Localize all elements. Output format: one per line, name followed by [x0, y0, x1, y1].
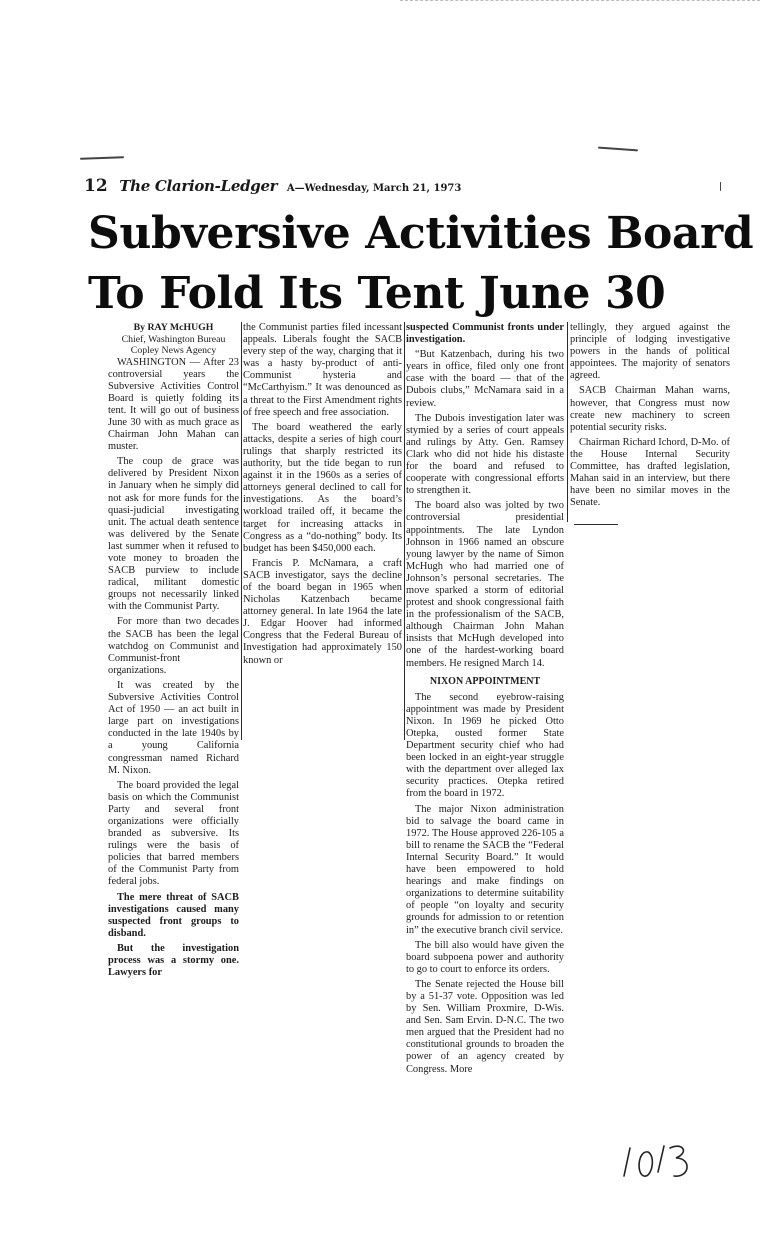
- paper-name: The Clarion-Ledger: [119, 177, 278, 195]
- scan-mark-right: [598, 147, 638, 152]
- paragraph: WASHINGTON — After 23 controversial years the Subversive Activities Control Board is quietly folding its tent. It will go out of business June 30 with as much grace as Chairman John Mahan can muster.: [108, 356, 239, 453]
- paragraph: The board also was jolted by two controversial presidential appointments. The late Lyndon Johnson in 1966 named an obscure young lawyer by the name of Simon McHugh who had married one of Johnson’s personal secretaries. The move sparked a storm of editorial protest and shook congressional faith in the professionalism of the SACB, although Chairman John Mahan insists that McHugh developed into one of the hardest-working board members. He resigned March 14.: [406, 500, 564, 669]
- paragraph: The mere threat of SACB investigations caused many suspected front groups to disband.: [108, 891, 239, 939]
- byline-name: By RAY McHUGH: [133, 322, 214, 333]
- column-rule: [567, 322, 568, 522]
- paragraph: But the investigation process was a stormy one. Lawyers for: [108, 942, 239, 979]
- paragraph: Francis P. McNamara, a craft SACB investigator, says the decline of the board began in 1965 when Nicholas Katzenbach became attorney general. In late 1964 the late J. Edgar Hoover had informed Congress that the Federal Bureau of Investigation had approximately 150 known or: [243, 557, 402, 666]
- byline-agency: Copley News Agency: [130, 345, 217, 356]
- paragraph: The bill also would have given the board subpoena power and authority to go to court to enforce its orders.: [406, 939, 564, 975]
- paragraph: The Dubois investigation later was stymied by a series of court appeals and rulings by Atty. Gen. Ramsey Clark who did not hide his distaste for the board and refused to cooperate with congressional efforts to strengthen it.: [406, 412, 564, 497]
- column-rule: [404, 322, 405, 740]
- paragraph: SACB Chairman Mahan warns, however, that Congress must now create new machinery to screen potential security risks.: [570, 385, 730, 433]
- subhead: NIXON APPOINTMENT: [429, 675, 541, 687]
- paragraph: Chairman Richard Ichord, D-Mo. of the House Internal Security Committee, has drafted legislation, Mahan said in an interview, but there have been no similar moves in the Senate.: [570, 436, 730, 509]
- paragraph: The coup de grace was delivered by President Nixon in January when he simply did not ask for more funds for the quasi-judicial investigating unit. The actual death sentence was delivered by the Senate last summer when it refused to vote money to broaden the SACB purview to include radical, militant domestic groups not necessarily linked with the Communist Party.: [108, 456, 239, 613]
- paragraph: The board weathered the early attacks, despite a series of high court rulings that sharply restricted its authority, but the tide began to run against it in the 1960s as a series of attorneys general declined to call for investigations. As the board’s workload trailed off, it became the target for increasing attacks in Congress as a “do-nothing” body. Its budget has been $450,000 each.: [243, 421, 402, 554]
- paragraph: “But Katzenbach, during his two years in office, filed only one front case with the board — that of the Dubois clubs,” McNamara said in a review.: [406, 349, 564, 409]
- article-column-1: [108, 322, 239, 979]
- end-rule: [574, 524, 618, 525]
- paragraph: For more than two decades the SACB has been the legal watchdog on Communist and Communist-front organizations.: [108, 616, 239, 676]
- paragraph: The second eyebrow-raising appointment was made by President Nixon. In 1969 he picked Otto Otepka, ousted former State Department security chief who had been locked in an eight-year struggle with the department over alleged lax security practices. Otepka retired from the board in 1972.: [406, 691, 564, 800]
- headline-line-1: Subversive Activities Board: [88, 208, 754, 259]
- paragraph: It was created by the Subversive Activities Control Act of 1950 — an act built in large part on investigations conducted in the late 1940s by a young California congressman named Richard M. Nixon.: [108, 679, 239, 776]
- headline-line-2: To Fold Its Tent June 30: [88, 268, 666, 319]
- top-dashed-edge: [400, 0, 760, 1]
- scan-mark-edge: [720, 182, 721, 191]
- article-column-2: [243, 322, 402, 667]
- paragraph: tellingly, they argued against the principle of lodging investigative powers in the hands of political appointees. The majority of senators agreed.: [570, 322, 730, 382]
- paragraph: the Communist parties filed incessant appeals. Liberals fought the SACB every step of the way, charging that it was a hasty by-product of anti-Communist hysteria and “McCarthyism.” It was denounced as a threat to the First Amendment rights of free speech and free association.: [243, 322, 402, 418]
- paragraph: The Senate rejected the House bill by a 51-37 vote. Opposition was led by Sen. William Proxmire, D-Wis. and Sen. Sam Ervin. D-N.C. The two men argued that the President had no constitutional grounds to broaden the power of an agency created by Congress. More: [406, 978, 564, 1075]
- column-rule: [241, 322, 242, 740]
- paragraph: suspected Communist fronts under investigation.: [406, 322, 564, 346]
- scan-mark-left: [80, 156, 124, 160]
- page-number: 12: [84, 176, 108, 196]
- byline-title: Chief, Washington Bureau: [121, 333, 226, 345]
- article-column-4: [570, 322, 730, 509]
- paragraph: The board provided the legal basis on which the Communist Party and several front organizations were officially branded as subversive. Its rulings were the basis of policies that barred members of the Communist Party from federal jobs.: [108, 779, 239, 888]
- article-column-3: [406, 322, 564, 1076]
- handwritten-annotation: [618, 1138, 698, 1184]
- paragraph: The major Nixon administration bid to salvage the board came in 1972. The House approved 226-105 a bill to rename the SACB the “Federal Internal Security Board.” It would have been empowered to hold hearings and make findings on organizations to determine suitability of people “on loyalty and security grounds for admission to or retention in” the executive branch civil service.: [406, 803, 564, 936]
- masthead: [84, 176, 684, 196]
- issue-date: A—Wednesday, March 21, 1973: [286, 183, 462, 194]
